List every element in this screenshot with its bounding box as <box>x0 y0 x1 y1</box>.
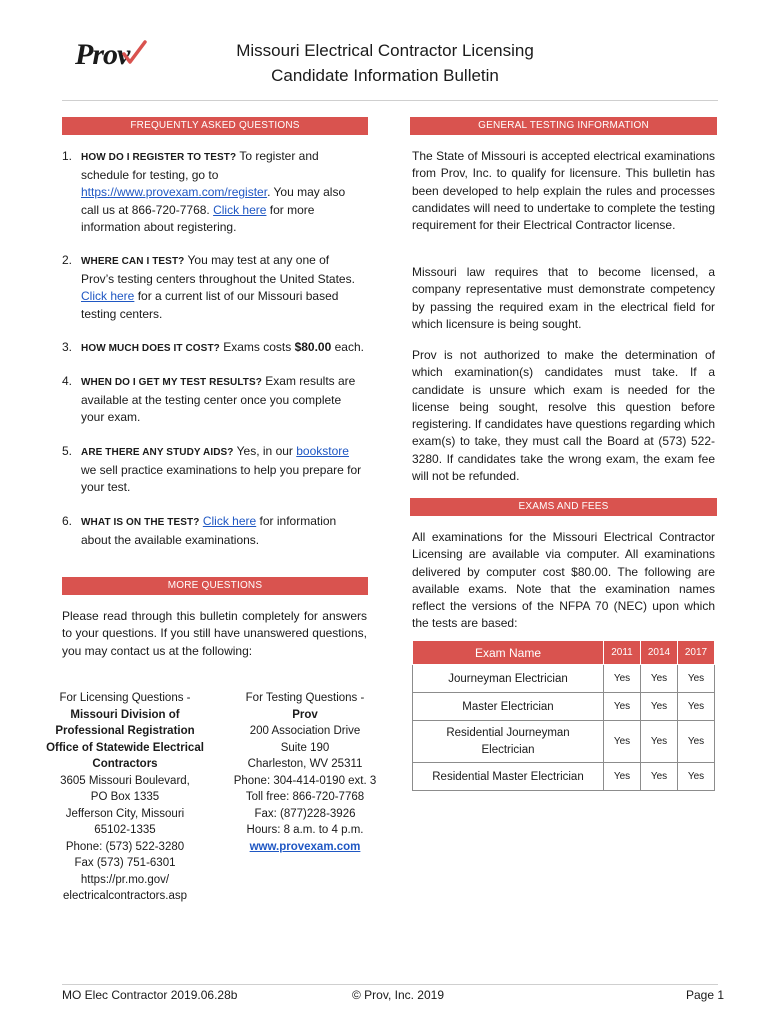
faq-question: WHERE CAN I TEST? <box>81 256 185 267</box>
logo-text: Prov <box>75 38 130 71</box>
page-number: 1 <box>717 988 725 1002</box>
contact-line: Fax: (877)228-3926 <box>254 807 356 820</box>
availability-cell: Yes <box>604 665 641 693</box>
faq-question: ARE THERE ANY STUDY AIDS? <box>81 447 234 458</box>
general-info-para-1: The State of Missouri is accepted electrical examinations from Prov, Inc. to qualify for licensure. This bulletin has been developed to help explain the rules and processes candidates will need to undertake to complete the testing requirement for their Electrical Contractor license. <box>412 149 715 233</box>
faq-text: for information about the available examinations. <box>81 514 337 547</box>
contact-line: For Testing Questions - <box>245 692 365 704</box>
checkmark-icon <box>121 40 147 66</box>
exam-info-link[interactable]: Click here <box>202 514 257 528</box>
document-title <box>150 38 620 88</box>
availability-cell: Yes <box>678 693 715 721</box>
contact-line: 65102-1335 <box>94 824 156 836</box>
exam-name-header: Exam Name <box>413 641 604 665</box>
table-row <box>413 665 715 693</box>
title-line-2: Candidate Information Bulletin <box>271 66 499 85</box>
register-click-here-link[interactable]: Click here <box>213 202 267 217</box>
faq-text: You may test at any one of Prov’s testing centers throughout the United States. <box>81 253 355 286</box>
contact-line: Phone: 304-414-0190 ext. 3 <box>233 774 377 787</box>
faq-banner: FREQUENTLY ASKED QUESTIONS <box>62 117 368 135</box>
more-questions-text: Please read through this bulletin completely for answers to your questions. If you still have unanswered questions, you may contact us at the following: <box>62 609 367 658</box>
more-questions-banner: MORE QUESTIONS <box>62 577 368 595</box>
exams-fees-banner: EXAMS AND FEES <box>410 498 717 516</box>
faq-number: 2. <box>62 253 73 267</box>
contact-line: Missouri Division of <box>70 708 180 721</box>
table-header-row <box>413 641 715 665</box>
licensing-contact <box>40 690 210 905</box>
footer-copyright: © Prov, Inc. 2019 <box>352 988 444 1002</box>
exam-table <box>412 640 715 791</box>
availability-cell: Yes <box>641 665 678 693</box>
general-info-para-3: Prov is not authorized to make the determination of which examination(s) candidates must take. If a candidate is unsure which exam is needed for the license being sought, resolve this question before registering. If candidates have questions regarding which exam(s) to take, they must call the Board at (573) 522-3280. If candidates take the wrong exam, the exam fee will not be refunded. <box>412 348 715 484</box>
contact-line: Fax (573) 751-6301 <box>74 857 176 869</box>
contact-line: Suite 190 <box>280 741 330 754</box>
exams-fees-text: All examinations for the Missouri Electrical Contractor Licensing are available via computer. All examinations delivered by computer cost $80.00. The following are available exams. Note that the examination names reflect the versions of the NFPA 70 (NEC) upon which the tests are based: <box>412 530 715 631</box>
contact-line: Contractors <box>92 758 158 770</box>
table-row <box>413 721 715 763</box>
contact-line: Charleston, WV 25311 <box>247 758 363 770</box>
faq-item-5 <box>62 443 368 497</box>
exam-name-cell: Residential Master Electrician <box>413 763 604 791</box>
exam-name-cell: Journeyman Electrician <box>413 665 604 693</box>
faq-text: Yes, in our <box>233 444 297 458</box>
faq-text: we sell practice examinations to help you prepare for your test. <box>81 462 362 494</box>
table-row <box>413 693 715 721</box>
header-divider <box>62 100 718 101</box>
year-header: 2011 <box>604 641 641 665</box>
availability-cell: Yes <box>678 665 715 693</box>
prov-logo <box>75 38 147 72</box>
register-link[interactable]: https://www.provexam.com/register <box>81 185 268 199</box>
faq-number: 5. <box>62 444 73 458</box>
contact-line: Jefferson City, Missouri <box>65 807 185 820</box>
table-row <box>413 763 715 791</box>
availability-cell: Yes <box>641 693 678 721</box>
faq-text: To register and schedule for testing, go to <box>81 149 319 182</box>
faq-question: HOW MUCH DOES IT COST? <box>81 343 220 354</box>
faq-item-3 <box>62 339 368 358</box>
availability-cell: Yes <box>604 721 641 763</box>
faq-question: WHEN DO I GET MY TEST RESULTS? <box>81 377 262 388</box>
faq-number: 4. <box>62 374 73 388</box>
testing-centers-link[interactable]: Click here <box>81 289 135 303</box>
faq-text: Exams costs <box>219 340 295 354</box>
faq-text: Exam results are available at the testing center once you complete your exam. <box>81 374 356 424</box>
contact-line: Phone: (573) 522-3280 <box>65 840 185 853</box>
title-line-1: Missouri Electrical Contractor Licensing <box>236 41 534 60</box>
exam-name-cell: Master Electrician <box>413 693 604 721</box>
faq-item-1 <box>62 148 368 237</box>
bookstore-link[interactable]: bookstore <box>296 444 349 458</box>
contact-line: For Licensing Questions - <box>59 692 191 704</box>
availability-cell: Yes <box>678 763 715 791</box>
faq-text: each. <box>331 340 364 354</box>
faq-text: . You may also call us at 866-720-7768. <box>81 185 346 217</box>
contact-line: Office of Statewide Electrical <box>46 741 204 754</box>
general-info-para-2: Missouri law requires that to become licensed, a company representative must demonstrate competency by passing the required exam in the electrical field for which licensure is being sought. <box>412 265 715 331</box>
contact-line: https://pr.mo.gov/ <box>80 873 170 886</box>
contact-line: Hours: 8 a.m. to 4 p.m. <box>246 824 364 836</box>
availability-cell: Yes <box>604 693 641 721</box>
page-label: Page <box>686 988 715 1002</box>
contact-line: 3605 Missouri Boulevard, <box>60 774 190 787</box>
faq-number: 3. <box>62 340 73 354</box>
faq-number: 6. <box>62 514 73 528</box>
availability-cell: Yes <box>678 721 715 763</box>
provexam-website-link[interactable]: www.provexam.com <box>249 840 361 853</box>
faq-text: for a current list of our Missouri based testing centers. <box>81 289 339 321</box>
faq-question: HOW DO I REGISTER TO TEST? <box>81 152 237 163</box>
footer-divider <box>62 984 718 985</box>
faq-item-2 <box>62 252 368 323</box>
contact-line: Professional Registration <box>55 725 195 737</box>
testing-contact <box>225 690 385 855</box>
faq-question: WHAT IS ON THE TEST? <box>81 517 200 528</box>
general-info-banner: GENERAL TESTING INFORMATION <box>410 117 717 135</box>
contact-line: Prov <box>292 708 318 721</box>
contact-line: electricalcontractors.asp <box>63 890 187 902</box>
faq-number: 1. <box>62 149 73 163</box>
contact-line: 200 Association Drive <box>249 725 361 737</box>
contact-line: PO Box 1335 <box>90 791 160 803</box>
exam-name-cell: Residential Journeyman Electrician <box>413 721 604 763</box>
faq-item-6 <box>62 513 368 549</box>
contact-line: Toll free: 866-720-7768 <box>245 791 365 803</box>
availability-cell: Yes <box>604 763 641 791</box>
faq-text: for more information about registering. <box>81 202 315 234</box>
availability-cell: Yes <box>641 721 678 763</box>
footer-page <box>686 988 724 1002</box>
availability-cell: Yes <box>641 763 678 791</box>
year-header: 2017 <box>678 641 715 665</box>
exam-cost: $80.00 <box>294 340 332 354</box>
faq-item-4 <box>62 373 368 427</box>
year-header: 2014 <box>641 641 678 665</box>
footer-version: MO Elec Contractor 2019.06.28b <box>62 988 238 1002</box>
